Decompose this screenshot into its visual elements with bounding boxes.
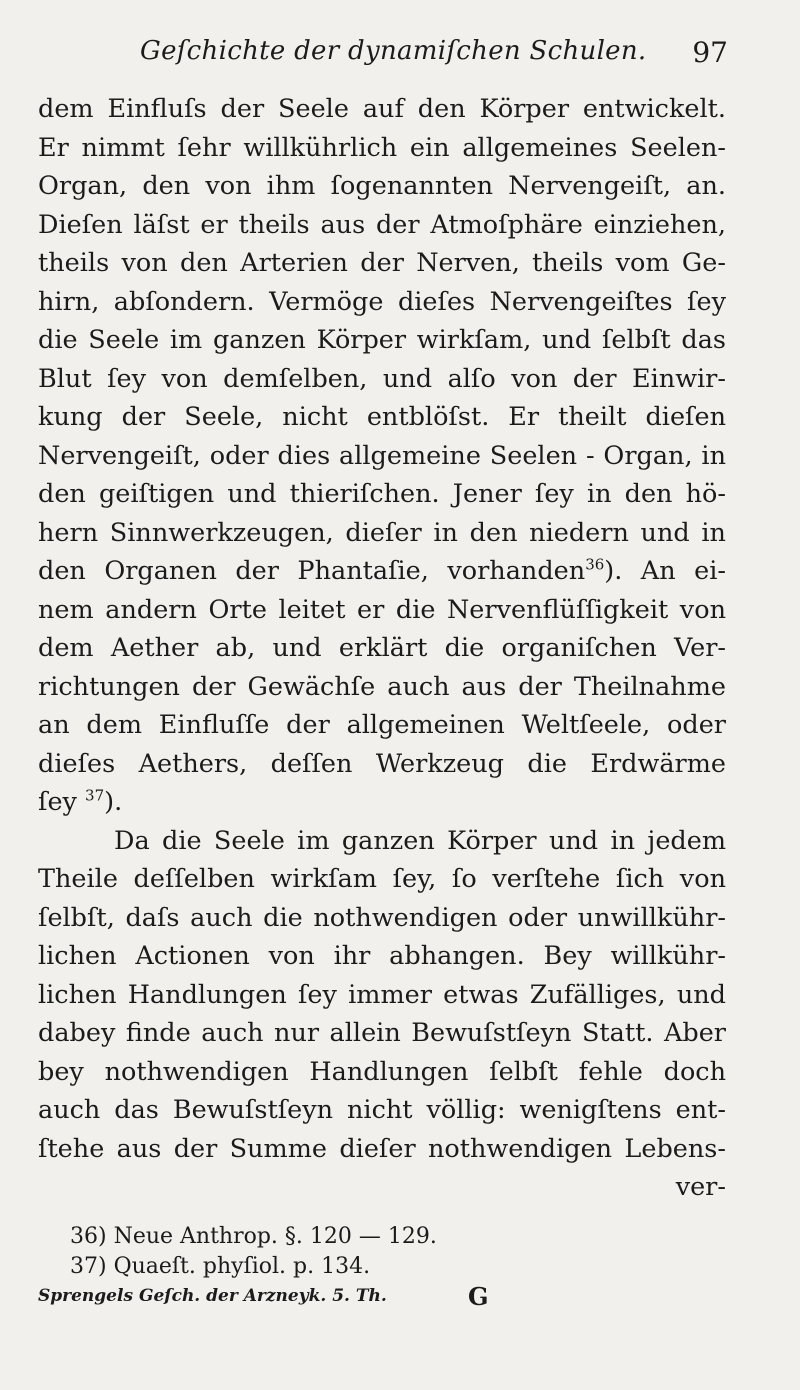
running-header [140, 30, 740, 80]
footnote-ref-36: 36 [585, 555, 605, 574]
text-line: Organ, den von ihm ſogenannten Nervengeiſt, an. [38, 171, 726, 201]
text-line: dabey finde auch nur allein Bewuſstſeyn Statt. Aber [38, 1018, 726, 1048]
text-segment: ſey [38, 787, 77, 817]
text-line: hern Sinnwerkzeugen, dieſer in den niedern und in [38, 517, 726, 548]
text-line: richtungen der Gewächſe auch aus der Theilnahme [38, 671, 726, 702]
text-line: Da die Seele im ganzen Körper und in jedem [114, 825, 726, 856]
footnotes [70, 1222, 670, 1282]
footnote-37: 37) Quaeſt. phyſiol. p. 134. [70, 1254, 371, 1279]
text-line-with-footnote-ref [38, 783, 726, 822]
text-line: Blut ſey von demſelben, und alſo von der Einwir- [38, 363, 726, 394]
text-line: Dieſen läſst er theils aus der Atmoſphäre einziehen, [38, 209, 726, 240]
text-line: auch das Bewuſstſeyn nicht völlig: wenigſtens ent- [38, 1095, 726, 1125]
text-line: dem Aether ab, und erklärt die organiſchen Ver- [38, 633, 726, 663]
text-line: ſtehe aus der Summe dieſer nothwendigen Lebens- [38, 1133, 726, 1164]
page-number: 97 [692, 36, 728, 69]
text-line: theils von den Arterien der Nerven, theils vom Ge- [38, 248, 726, 278]
footnote-ref-37: 37 [85, 786, 105, 805]
text-line: nem andern Orte leitet er die Nervenflüſſigkeit von [38, 594, 726, 625]
text-line: dieſes Aethers, deſſen Werkzeug die Erdwärme [38, 748, 726, 779]
text-line: Nervengeiſt, oder dies allgemeine Seelen - Organ, in [38, 440, 726, 471]
text-line: kung der Seele, nicht entblöſst. Er theilt dieſen [38, 402, 726, 432]
text-segment: ). An ei- [604, 556, 726, 586]
text-line-with-footnote-ref [38, 552, 726, 591]
text-line: an dem Einfluſſe der allgemeinen Weltſeele, oder [38, 710, 726, 740]
running-title: Geſchichte der dynamiſchen Schulen. [140, 36, 647, 66]
text-line: die Seele im ganzen Körper wirkſam, und ſelbſt das [38, 325, 726, 355]
text-segment: ). [104, 787, 123, 817]
text-line: hirn, abſondern. Vermöge dieſes Nervengeiſtes ſey [38, 286, 726, 317]
text-line: bey nothwendigen Handlungen ſelbſt fehle doch [38, 1056, 726, 1087]
signature-mark: G [468, 1282, 489, 1311]
signature-text: Sprengels Geſch. der Arzneyk. 5. Th. [38, 1286, 387, 1306]
text-line: den geiſtigen und thieriſchen. Jener ſey in den hö- [38, 479, 726, 509]
text-line: lichen Actionen von ihr abhangen. Bey willkühr- [38, 941, 726, 971]
footnote-36: 36) Neue Anthrop. §. 120 — 129. [70, 1224, 437, 1249]
text-line: dem Einfluſs der Seele auf den Körper entwickelt. [38, 94, 726, 124]
printer-signature [38, 1282, 558, 1311]
text-line: Theile deſſelben wirkſam ſey, ſo verſtehe ſich von [38, 864, 726, 894]
catchword: ver- [675, 1172, 726, 1202]
text-segment: den Organen der Phantaſie, vorhanden [38, 556, 586, 586]
body-text [38, 90, 726, 1207]
text-line: lichen Handlungen ſey immer etwas Zufälliges, und [38, 979, 726, 1010]
text-line: Er nimmt ſehr willkührlich ein allgemeines Seelen- [38, 132, 726, 163]
text-line: ſelbſt, daſs auch die nothwendigen oder unwillkühr- [38, 902, 726, 933]
